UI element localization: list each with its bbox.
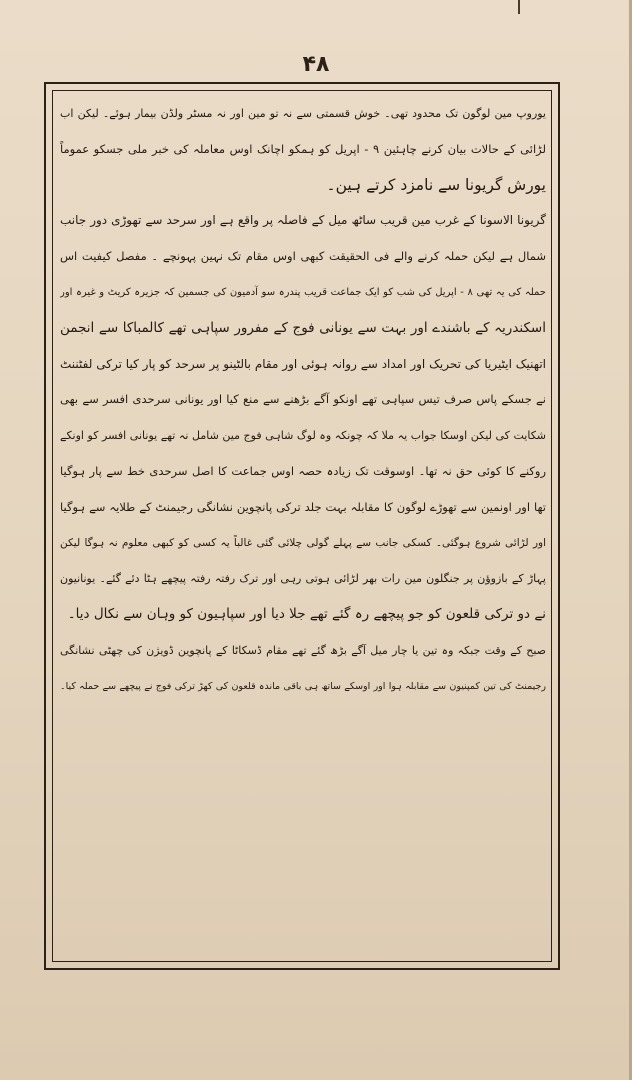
- page-number: ۴۸: [302, 52, 330, 77]
- text-line: روکنے کا کوئی حق نہ تھا۔ اوسوقت تک زیادہ حصہ اوس جماعت کا اصل سرحدی خط سے پار ہوگیا: [60, 463, 546, 478]
- text-line: نے جسکے پاس صرف تیس سپاہی تھے اونکو آگے بڑھنے سے منع کیا اور یونانی سرحدی افسر سے بھی: [60, 392, 546, 407]
- text-line: اتھنیک ایٹیریا کی تحریک اور امداد سے روانہ ہوئی اور مقام بالٹینو پر سرحد کو پار کیا ترکی لفٹننٹ: [60, 356, 546, 371]
- text-line: شمال ہے لیکن حملہ کرنے والے فی الحقیقت کبھی اوس مقام تک نہین پہونچے ۔ مفصل کیفیت اس: [60, 249, 546, 264]
- text-line: شکایت کی لیکن اوسکا جواب یہ ملا کہ چونکہ وہ لوگ شاہی فوج مین شامل نہ تھے یونانی افسر کو اونکے: [60, 429, 546, 443]
- text-line: گریونا الاسونا کے غرب مین قریب ساٹھ میل کے فاصلہ پر واقع ہے اور سرحد سے تھوڑی دور جانب: [60, 213, 546, 228]
- text-line: اور لڑائی شروع ہوگئی۔ کسکی جانب سے پہلے گولی چلائی گئی غالباً یہ کسی کو کبھی معلوم نہ ہوگا لیکن: [60, 536, 546, 549]
- text-line: یورش گریونا سے نامزد کرتے ہین۔: [326, 175, 546, 194]
- scan-mark: [518, 0, 520, 14]
- body-text: [60, 96, 546, 956]
- text-line: نے دو ترکی قلعون کو جو پیچھے رہ گئے تھے جلا دیا اور سپاہیون کو وہان سے نکال دیا۔: [67, 606, 546, 623]
- text-line: حملہ کی یہ تھی ۸ - اپریل کی شب کو ایک جماعت قریب پندرہ سو آدمیون کی جسمین کہ جزیرہ کریٹ و غیرہ اور: [60, 286, 546, 298]
- text-line: یوروپ مین لوگون تک محدود تھی۔ خوش قسمتی سے نہ تو مین اور نہ مسٹر ولڈن بیمار ہوئے۔ لیکن اب: [60, 107, 546, 120]
- text-line: تھا اور اونمین سے تھوڑے لوگون کا مقابلہ بہت جلد ترکی پانچوین نشانگی رجیمنٹ کے طلایہ سے ہوگیا: [60, 499, 546, 514]
- text-line: پہاڑ کے بازوؤن پر جنگلون مین رات بھر لڑائی ہوتی رہی اور ترک رفتہ رفتہ پیچھے ہٹا دئے گئے۔ یونانیون: [60, 572, 546, 586]
- text-line: رجیمنٹ کی تین کمپنیون سے مقابلہ ہوا اور اوسکے ساتھ ہی باقی ماندہ قلعون کی کھڑ ترکی فوج نے پیچھے سے حملہ کیا۔: [60, 680, 546, 692]
- text-line: لڑائی کے حالات بیان کرنے چاہئین ۹ - اپریل کو ہمکو اچانک اوس معاملہ کی خبر ملی جسکو عموماً: [60, 141, 546, 156]
- text-line: اسکندریہ کے باشندے اور بہت سے یونانی فوج کے مفرور سپاہی تھے کالمباکا سے انجمن: [60, 319, 546, 336]
- text-line: صبح کے وقت جبکہ وہ تین یا چار میل آگے بڑھ گئے تھے مقام ڈسکاٹا کے پانچوین ڈویژن کی چھٹی نشانگی: [60, 643, 546, 657]
